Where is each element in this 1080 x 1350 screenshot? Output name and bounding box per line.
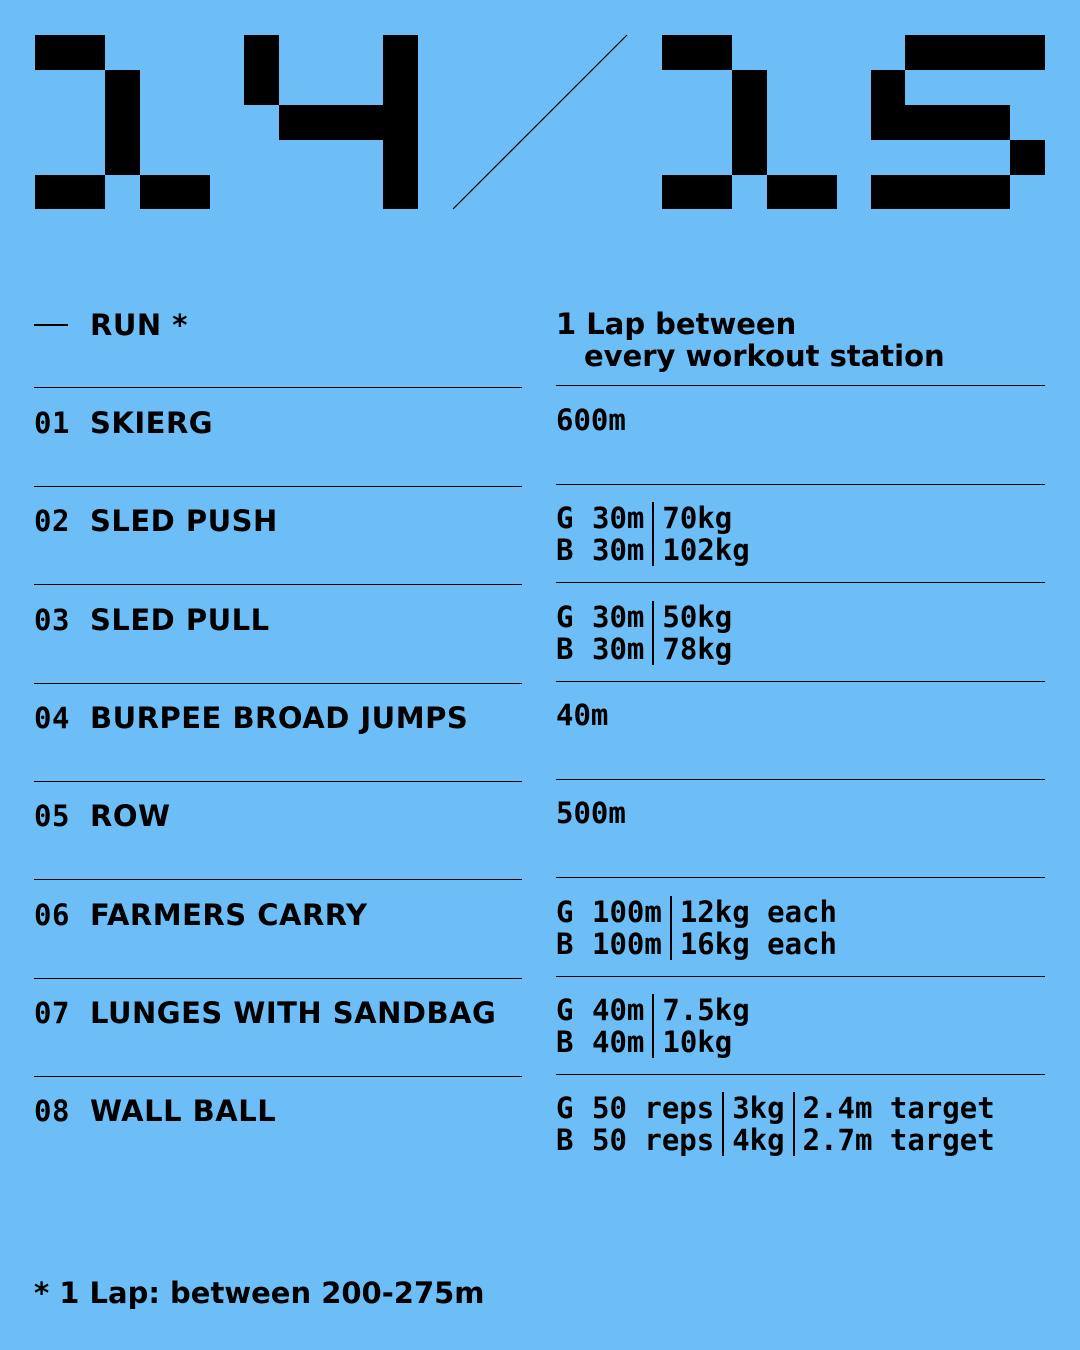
spec-distance: 30m — [592, 501, 645, 535]
station-name: SLED PULL — [90, 603, 270, 637]
division-label: G — [556, 600, 574, 634]
spec-distance: 40m — [592, 993, 645, 1027]
spec-row — [556, 1026, 758, 1058]
station-name: ROW — [90, 799, 171, 833]
station-name: FARMERS CARRY — [90, 898, 368, 932]
page-number — [0, 0, 1080, 260]
divider-left — [34, 978, 522, 979]
station-number: 03 — [34, 603, 70, 637]
station-number: 06 — [34, 898, 70, 932]
spec-distance: 30m — [592, 600, 645, 634]
divider-left — [34, 1076, 522, 1077]
station-name: LUNGES WITH SANDBAG — [90, 996, 497, 1030]
spec-row — [556, 896, 845, 928]
division-label: G — [556, 501, 574, 535]
divider-left — [34, 879, 522, 880]
spec-row — [556, 994, 758, 1026]
division-label: G — [556, 993, 574, 1027]
divider-left — [34, 781, 522, 782]
station-number: 07 — [34, 996, 70, 1030]
digit-5 — [871, 35, 1045, 209]
division-label: B — [556, 927, 574, 961]
spec-weight: 10kg — [653, 1026, 757, 1058]
digit-1 — [35, 35, 210, 209]
station-name: SKIERG — [90, 406, 214, 440]
division-label: B — [556, 1025, 574, 1059]
spec-weight: 7.5kg — [653, 994, 757, 1026]
run-label: RUN * — [90, 308, 188, 342]
slash — [453, 35, 627, 209]
spec-weight: 4kg — [723, 1124, 793, 1156]
digit-4 — [244, 35, 418, 209]
spec-distance: 100m — [592, 927, 662, 961]
spec-weight: 16kg each — [671, 928, 845, 960]
dash-icon — [34, 324, 68, 326]
spec-row — [556, 1092, 1003, 1124]
station-value: 500m — [556, 796, 626, 830]
spec-weight: 70kg — [653, 502, 757, 534]
spec-distance: 30m — [592, 533, 645, 567]
divider-right — [556, 582, 1045, 583]
divider-left — [34, 387, 522, 388]
spec-target: 2.7m target — [794, 1124, 1003, 1156]
station-spec-table — [556, 994, 758, 1058]
spec-weight: 102kg — [653, 534, 757, 566]
digit-1-total — [662, 35, 837, 209]
spec-row — [556, 534, 758, 566]
station-spec-table — [556, 502, 758, 566]
divider-right — [556, 681, 1045, 682]
spec-row — [556, 928, 845, 960]
division-label: G — [556, 895, 574, 929]
divider-right — [556, 976, 1045, 977]
station-value: 40m — [556, 698, 609, 732]
station-number: 04 — [34, 701, 70, 735]
station-value: 600m — [556, 403, 626, 437]
divider-right — [556, 877, 1045, 878]
station-number: 05 — [34, 799, 70, 833]
spec-row — [556, 502, 758, 534]
divider-right — [556, 1074, 1045, 1075]
spec-weight: 3kg — [723, 1092, 793, 1124]
station-name: BURPEE BROAD JUMPS — [90, 701, 469, 735]
station-number: 02 — [34, 504, 70, 538]
station-spec-table — [556, 896, 845, 960]
station-spec-table — [556, 1092, 1003, 1156]
spec-distance: 50 reps — [592, 1091, 715, 1125]
division-label: B — [556, 632, 574, 666]
division-label: G — [556, 1091, 574, 1125]
spec-distance: 50 reps — [592, 1123, 715, 1157]
spec-distance: 40m — [592, 1025, 645, 1059]
divider-right — [556, 779, 1045, 780]
station-number: 01 — [34, 406, 70, 440]
divider-right — [556, 385, 1045, 386]
spec-distance: 100m — [592, 895, 662, 929]
division-label: B — [556, 533, 574, 567]
station-number: 08 — [34, 1094, 70, 1128]
station-name: WALL BALL — [90, 1094, 277, 1128]
divider-left — [34, 584, 522, 585]
divider-left — [34, 486, 522, 487]
run-value-line1: 1 Lap between — [556, 307, 797, 341]
station-name: SLED PUSH — [90, 504, 278, 538]
footnote: * 1 Lap: between 200-275m — [34, 1276, 485, 1310]
spec-distance: 30m — [592, 632, 645, 666]
spec-row — [556, 601, 740, 633]
run-value-line2: every workout station — [584, 339, 945, 373]
spec-weight: 78kg — [653, 633, 740, 665]
divider-right — [556, 484, 1045, 485]
division-label: B — [556, 1123, 574, 1157]
spec-target: 2.4m target — [794, 1092, 1003, 1124]
spec-row — [556, 633, 740, 665]
spec-row — [556, 1124, 1003, 1156]
spec-weight: 50kg — [653, 601, 740, 633]
spec-weight: 12kg each — [671, 896, 845, 928]
station-spec-table — [556, 601, 740, 665]
divider-left — [34, 683, 522, 684]
